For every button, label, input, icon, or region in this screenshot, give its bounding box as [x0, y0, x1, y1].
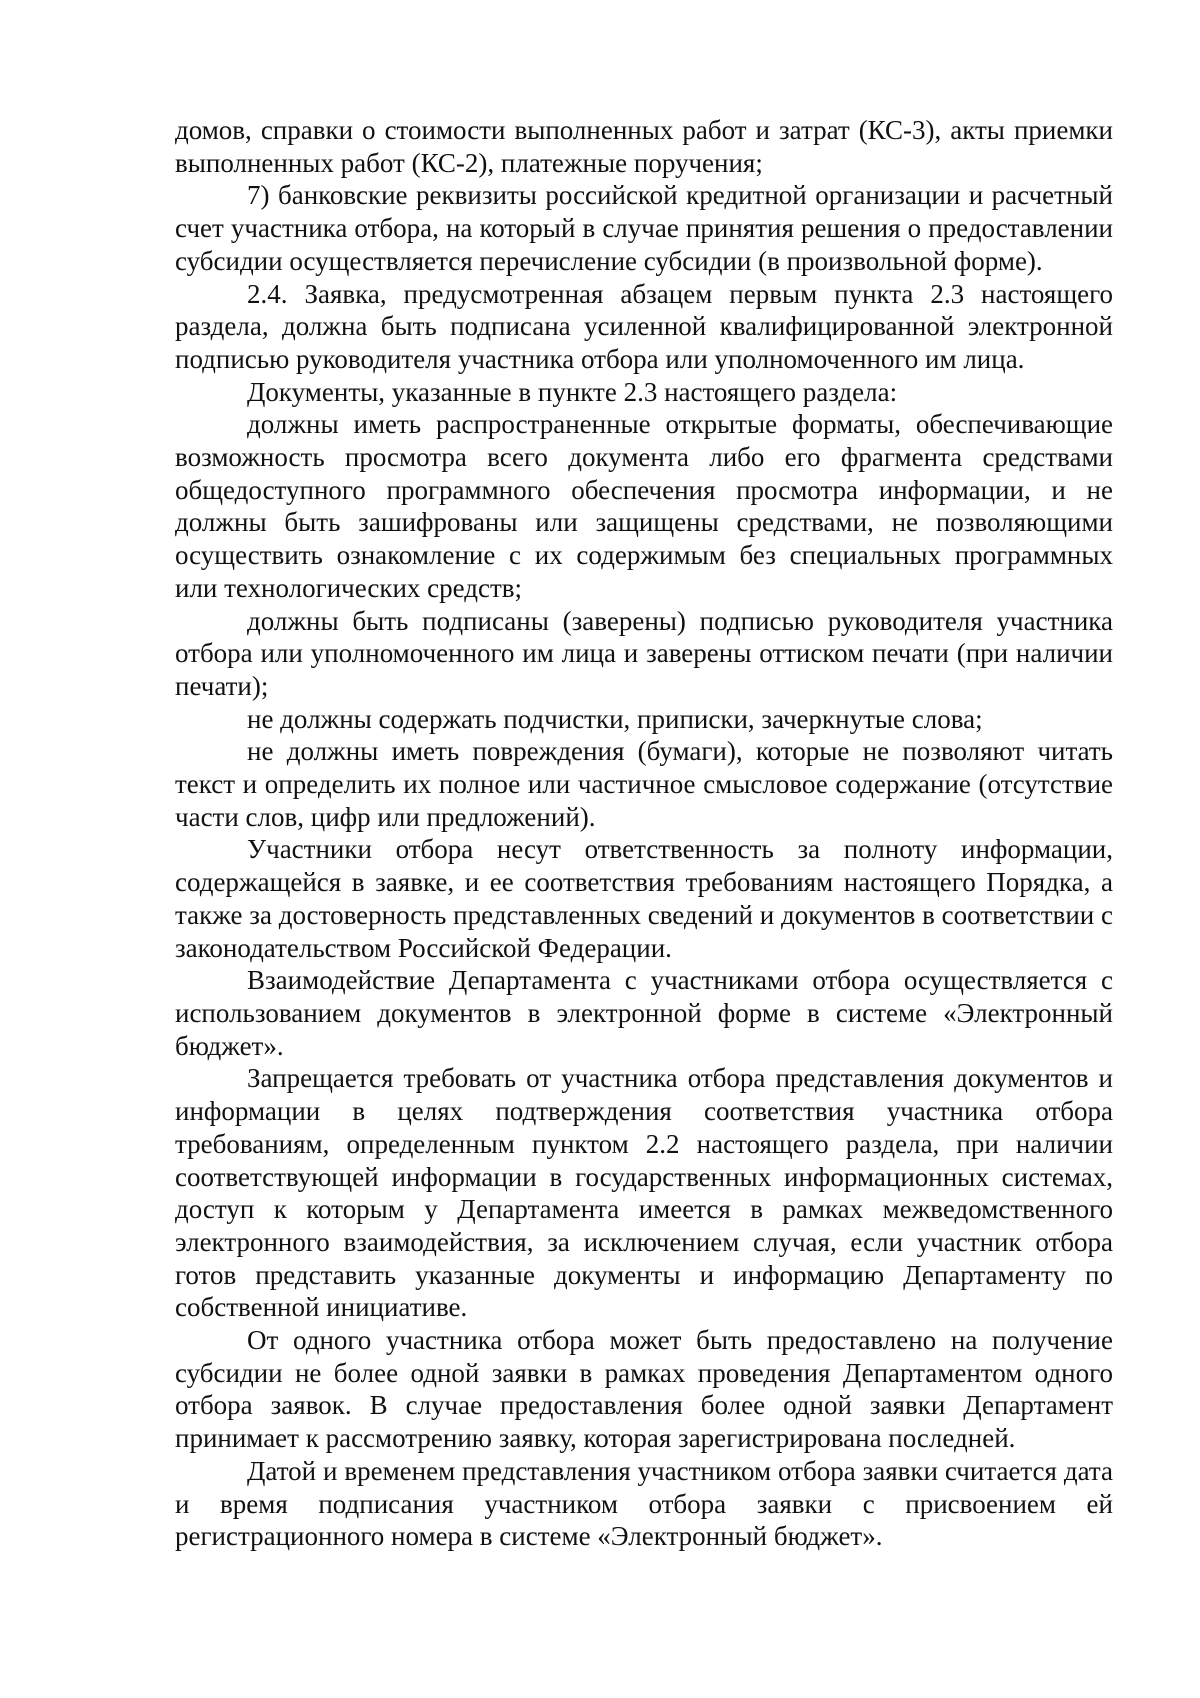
- paragraph-item-7-bank-details: 7) банковские реквизиты российской кредитной организации и расчетный счет участника отбора, на который в случае принятия решения о предоставлении субсидии осуществляется перечисление субсидии (в произвольной форме).: [175, 180, 1113, 276]
- paragraph-2-4-application-signature: 2.4. Заявка, предусмотренная абзацем первым пункта 2.3 настоящего раздела, должна быть подписана усиленной квалифицированной электронной подписью руководителя участника отбора или уполномоченного им лица.: [175, 278, 1113, 374]
- paragraph-no-damage: не должны иметь повреждения (бумаги), которые не позволяют читать текст и определить их полное или частичное смысловое содержание (отсутствие части слов, цифр или предложений).: [175, 736, 1113, 832]
- paragraph-signed-certified: должны быть подписаны (заверены) подписью руководителя участника отбора или уполномоченного им лица и заверены оттиском печати (при наличии печати);: [175, 605, 1113, 701]
- paragraph-prohibition: Запрещается требовать от участника отбора представления документов и информации в целях подтверждения соответствия участника отбора требованиям, определенным пунктом 2.2 настоящего раздела, при наличии соответствующей информации в государственных информационных системах, доступ к которым у Департамента имеется в рамках межведомственного электронного взаимодействия, за исключением случая, если участник отбора готов представить указанные документы и информацию Департаменту по собственной инициативе.: [175, 1063, 1113, 1323]
- paragraph-open-formats: должны иметь распространенные открытые форматы, обеспечивающие возможность просмотра всего документа либо его фрагмента средствами общедоступного программного обеспечения просмотра информации, и не должны быть зашифрованы или защищены средствами, не позволяющими осуществить ознакомление с их содержимым без специальных программных или технологических средств;: [175, 409, 1113, 603]
- paragraph-submission-date: Датой и временем представления участником отбора заявки считается дата и время подписания участником отбора заявки с присвоением ей регистрационного номера в системе «Электронный бюджет».: [175, 1455, 1113, 1552]
- paragraph-participant-responsibility: Участники отбора несут ответственность за полноту информации, содержащейся в заявке, и ее соответствия требованиям настоящего Порядка, а также за достоверность представленных сведений и документов в соответствии с законодательством Российской Федерации.: [175, 834, 1113, 963]
- paragraph-continuation: домов, справки о стоимости выполненных работ и затрат (КС-3), акты приемки выполненных работ (КС-2), платежные поручения;: [175, 115, 1113, 178]
- paragraph-no-corrections: не должны содержать подчистки, приписки, зачеркнутые слова;: [247, 703, 983, 734]
- paragraph-documents-intro: Документы, указанные в пункте 2.3 настоящего раздела:: [247, 376, 898, 407]
- paragraph-single-application: От одного участника отбора может быть предоставлено на получение субсидии не более одной заявки в рамках проведения Департаментом одного отбора заявок. В случае предоставления более одной заявки Департамент принимает к рассмотрению заявку, которая зарегистрирована последней.: [175, 1325, 1113, 1454]
- paragraph-electronic-interaction: Взаимодействие Департамента с участниками отбора осуществляется с использованием документов в электронной форме в системе «Электронный бюджет».: [175, 965, 1113, 1061]
- document-text-body: [175, 114, 1113, 1553]
